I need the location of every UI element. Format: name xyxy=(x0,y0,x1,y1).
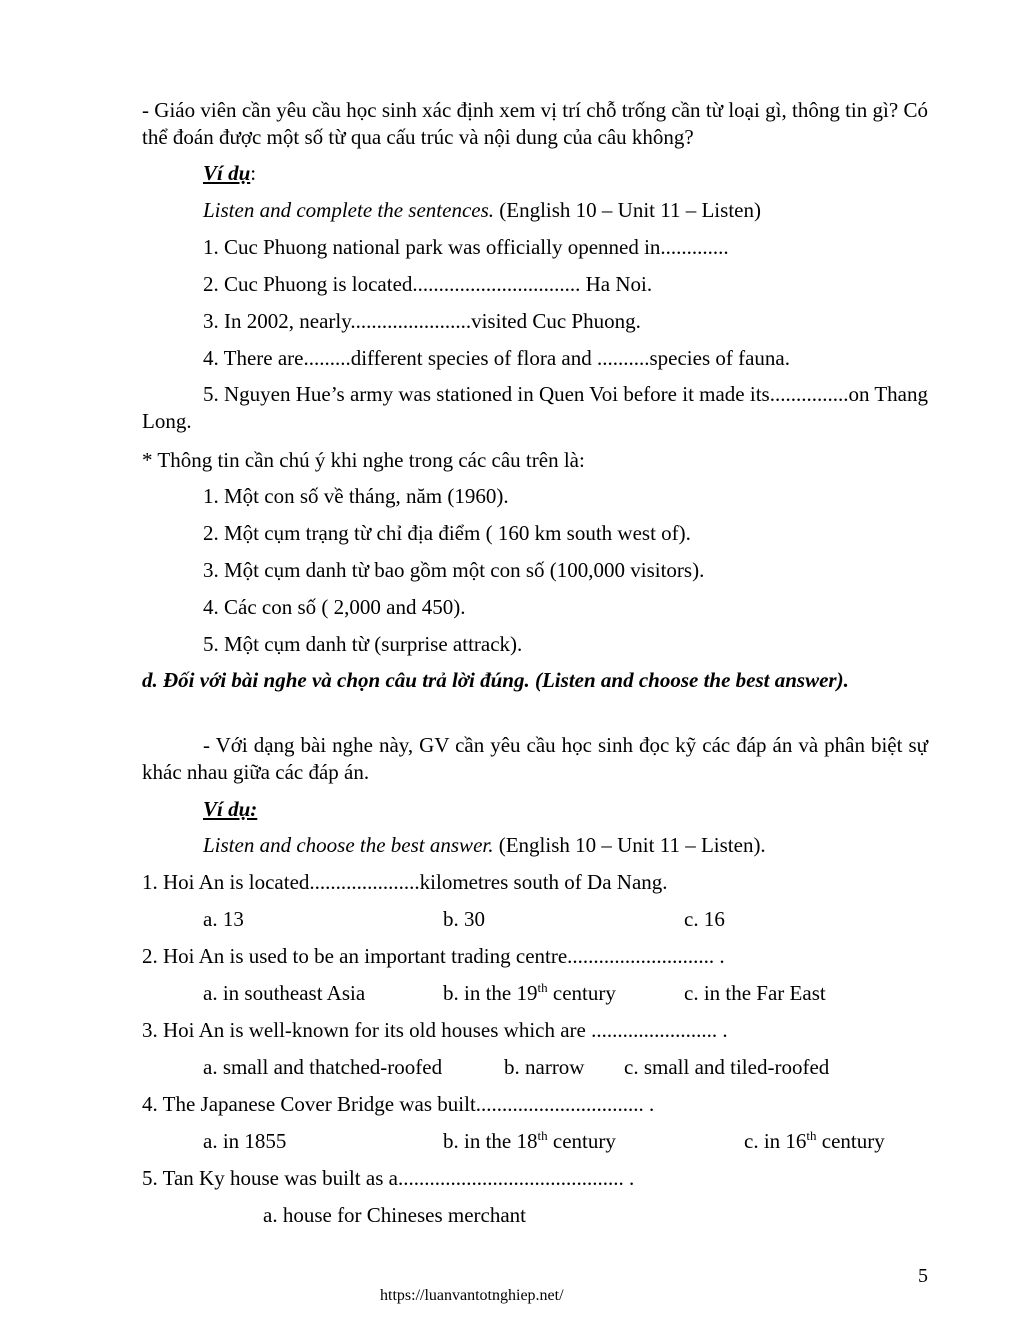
example1-instruction-source: (English 10 – Unit 11 – Listen) xyxy=(494,198,761,222)
question-3-option-a: a. small and thatched-roofed xyxy=(203,1055,443,1079)
intro-paragraph: - Giáo viên cần yêu cầu học sinh xác định xem vị trí chỗ trống cần từ loại gì, thông tin gì? Có thể đoán được một số từ qua cấu trúc và nội dung của câu không? xyxy=(142,98,928,149)
example1-sentence-4: 4. There are.........different species of flora and ..........species of fauna. xyxy=(203,346,790,370)
example1-sentence-3: 3. In 2002, nearly.......................visited Cuc Phuong. xyxy=(203,309,641,333)
question-2-option-b-suffix: century xyxy=(547,981,616,1005)
question-4-option-c-suffix: century xyxy=(816,1129,885,1153)
question-4: 4. The Japanese Cover Bridge was built................................ . xyxy=(142,1092,655,1116)
question-1-option-b: b. 30 xyxy=(443,907,485,931)
example2-instruction xyxy=(203,832,766,858)
example1-sentence-5: 5. Nguyen Hue’s army was stationed in Quen Voi before it made its...............on Thang Long. xyxy=(142,382,928,433)
section-d-heading: d. Đối với bài nghe và chọn câu trả lời đúng. (Listen and choose the best answer). xyxy=(142,668,849,692)
example1-sentence-1: 1. Cuc Phuong national park was officially openned in............. xyxy=(203,235,729,259)
question-1-option-a: a. 13 xyxy=(203,907,244,931)
example1-instruction-italic: Listen and complete the sentences. xyxy=(203,198,495,222)
question-3-option-c: c. small and tiled-roofed xyxy=(624,1055,830,1079)
question-4-option-b-text: b. in the 18 xyxy=(443,1129,538,1153)
question-5-option-a: a. house for Chineses merchant xyxy=(263,1203,527,1227)
notes-heading: * Thông tin cần chú ý khi nghe trong các câu trên là: xyxy=(142,448,585,472)
example2-instruction-source: (English 10 – Unit 11 – Listen). xyxy=(493,833,766,857)
example1-label xyxy=(203,160,256,186)
question-4-option-c-text: c. in 16 xyxy=(744,1129,807,1153)
example1-label-colon: : xyxy=(250,161,257,185)
question-1-option-c: c. 16 xyxy=(684,907,725,931)
question-3-option-b: b. narrow xyxy=(504,1055,585,1079)
example2-label xyxy=(203,796,257,822)
notes-item-2: 2. Một cụm trạng từ chỉ địa điểm ( 160 km south west of). xyxy=(203,521,691,545)
question-5: 5. Tan Ky house was built as a........................................... . xyxy=(142,1166,635,1190)
question-4-option-b-sup: th xyxy=(537,1128,548,1144)
question-2-option-b-text: b. in the 19 xyxy=(443,981,538,1005)
footer-url: https://luanvantotnghiep.net/ xyxy=(380,1287,564,1304)
question-3: 3. Hoi An is well-known for its old houses which are ........................ . xyxy=(142,1018,728,1042)
question-4-option-b xyxy=(443,1128,616,1154)
page-number: 5 xyxy=(918,1265,928,1287)
question-4-option-c-sup: th xyxy=(806,1128,817,1144)
notes-item-4: 4. Các con số ( 2,000 and 450). xyxy=(203,595,466,619)
section-d-paragraph: - Với dạng bài nghe này, GV cần yêu cầu học sinh đọc kỹ các đáp án và phân biệt sự khác nhau giữa các đáp án. xyxy=(142,733,928,784)
example2-instruction-italic: Listen and choose the best answer. xyxy=(203,833,494,857)
notes-item-5: 5. Một cụm danh từ (surprise attrack). xyxy=(203,632,523,656)
example1-sentence-2: 2. Cuc Phuong is located................................ Ha Noi. xyxy=(203,272,653,296)
question-2-option-b-sup: th xyxy=(537,980,548,996)
question-1: 1. Hoi An is located.....................kilometres south of Da Nang. xyxy=(142,870,668,894)
question-4-option-c xyxy=(744,1128,885,1154)
question-2-option-c: c. in the Far East xyxy=(684,981,826,1005)
question-2-option-b xyxy=(443,980,616,1006)
example1-instruction xyxy=(203,197,761,223)
example2-label-text: Ví dụ: xyxy=(203,797,258,821)
question-2: 2. Hoi An is used to be an important trading centre............................ . xyxy=(142,944,725,968)
question-4-option-a: a. in 1855 xyxy=(203,1129,287,1153)
notes-item-1: 1. Một con số về tháng, năm (1960). xyxy=(203,484,509,508)
notes-item-3: 3. Một cụm danh từ bao gồm một con số (100,000 visitors). xyxy=(203,558,705,582)
example1-label-text: Ví dụ xyxy=(203,161,251,185)
question-2-option-a: a. in southeast Asia xyxy=(203,981,366,1005)
question-4-option-b-suffix: century xyxy=(547,1129,616,1153)
